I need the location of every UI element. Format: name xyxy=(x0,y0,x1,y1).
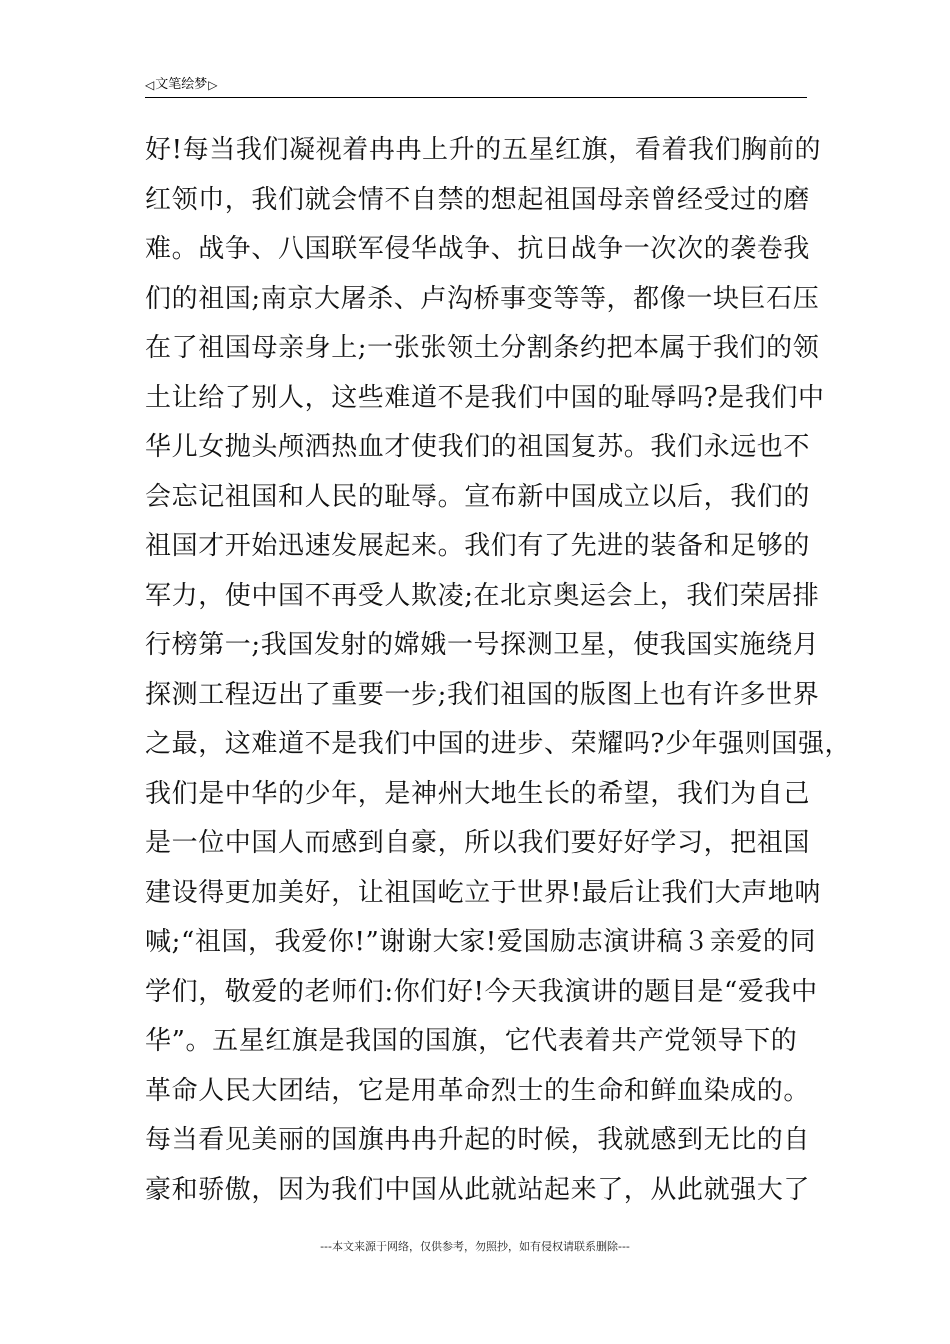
header-title: 文笔绘梦 xyxy=(155,77,208,92)
text-line: 难。战争、八国联军侵华战争、抗日战争一次次的袭卷我 xyxy=(145,234,811,264)
text-line: 学们，敬爱的老师们:你们好!今天我演讲的题目是“爱我中 xyxy=(145,976,818,1007)
text-line: 革命人民大团结，它是用革命烈士的生命和鲜血染成的。 xyxy=(145,1075,811,1106)
right-triangle-icon: ▷ xyxy=(208,78,218,92)
text-line: 探测工程迈出了重要一步;我们祖国的版图上也有许多世界 xyxy=(145,679,820,710)
text-line: 在了祖国母亲身上;一张张领土分割条约把本属于我们的领 xyxy=(145,333,820,363)
text-line: 行榜第一;我国发射的嫦娥一号探测卫星，使我国实施绕月 xyxy=(145,630,820,660)
text-line: 军力，使中国不再受人欺凌;在北京奥运会上，我们荣居排 xyxy=(145,580,820,611)
text-line: 好!每当我们凝视着冉冉上升的五星红旗，看着我们胸前的 xyxy=(145,135,822,165)
page-footer: ---本文来源于网络，仅供参考，勿照抄，如有侵权请联系删除--- xyxy=(320,1240,630,1253)
document-body xyxy=(145,126,852,1215)
text-line: 之最，这难道不是我们中国的进步、荣耀吗?少年强则国强， xyxy=(145,729,852,759)
text-line: 会忘记祖国和人民的耻辱。宣布新中国成立以后，我们的 xyxy=(145,481,811,512)
text-line: 是一位中国人而感到自豪，所以我们要好好学习，把祖国 xyxy=(145,828,811,858)
text-line: 红领巾，我们就会情不自禁的想起祖国母亲曾经受过的磨 xyxy=(145,184,811,215)
text-line: 华儿女抛头颅洒热血才使我们的祖国复苏。我们永远也不 xyxy=(145,432,811,462)
text-line: 豪和骄傲，因为我们中国从此就站起来了，从此就强大了 xyxy=(145,1174,811,1205)
text-line: 喊;“祖国，我爱你!”谢谢大家!爱国励志演讲稿３亲爱的同 xyxy=(145,927,817,957)
text-line: 土让给了别人，这些难道不是我们中国的耻辱吗?是我们中 xyxy=(145,382,825,413)
page-header xyxy=(145,74,807,96)
header-rule xyxy=(145,97,807,98)
left-triangle-icon: ◁ xyxy=(145,78,155,92)
text-line: 们的祖国;南京大屠杀、卢沟桥事变等等，都像一块巨石压 xyxy=(145,283,820,314)
text-line: 我们是中华的少年，是神州大地生长的希望，我们为自己 xyxy=(145,778,811,809)
text-line: 华”。五星红旗是我国的国旗，它代表着共产党领导下的 xyxy=(145,1026,798,1056)
text-line: 每当看见美丽的国旗冉冉升起的时候，我就感到无比的自 xyxy=(145,1125,811,1155)
text-line: 建设得更加美好，让祖国屹立于世界!最后让我们大声地呐 xyxy=(145,877,822,908)
text-line: 祖国才开始迅速发展起来。我们有了先进的装备和足够的 xyxy=(145,531,811,561)
